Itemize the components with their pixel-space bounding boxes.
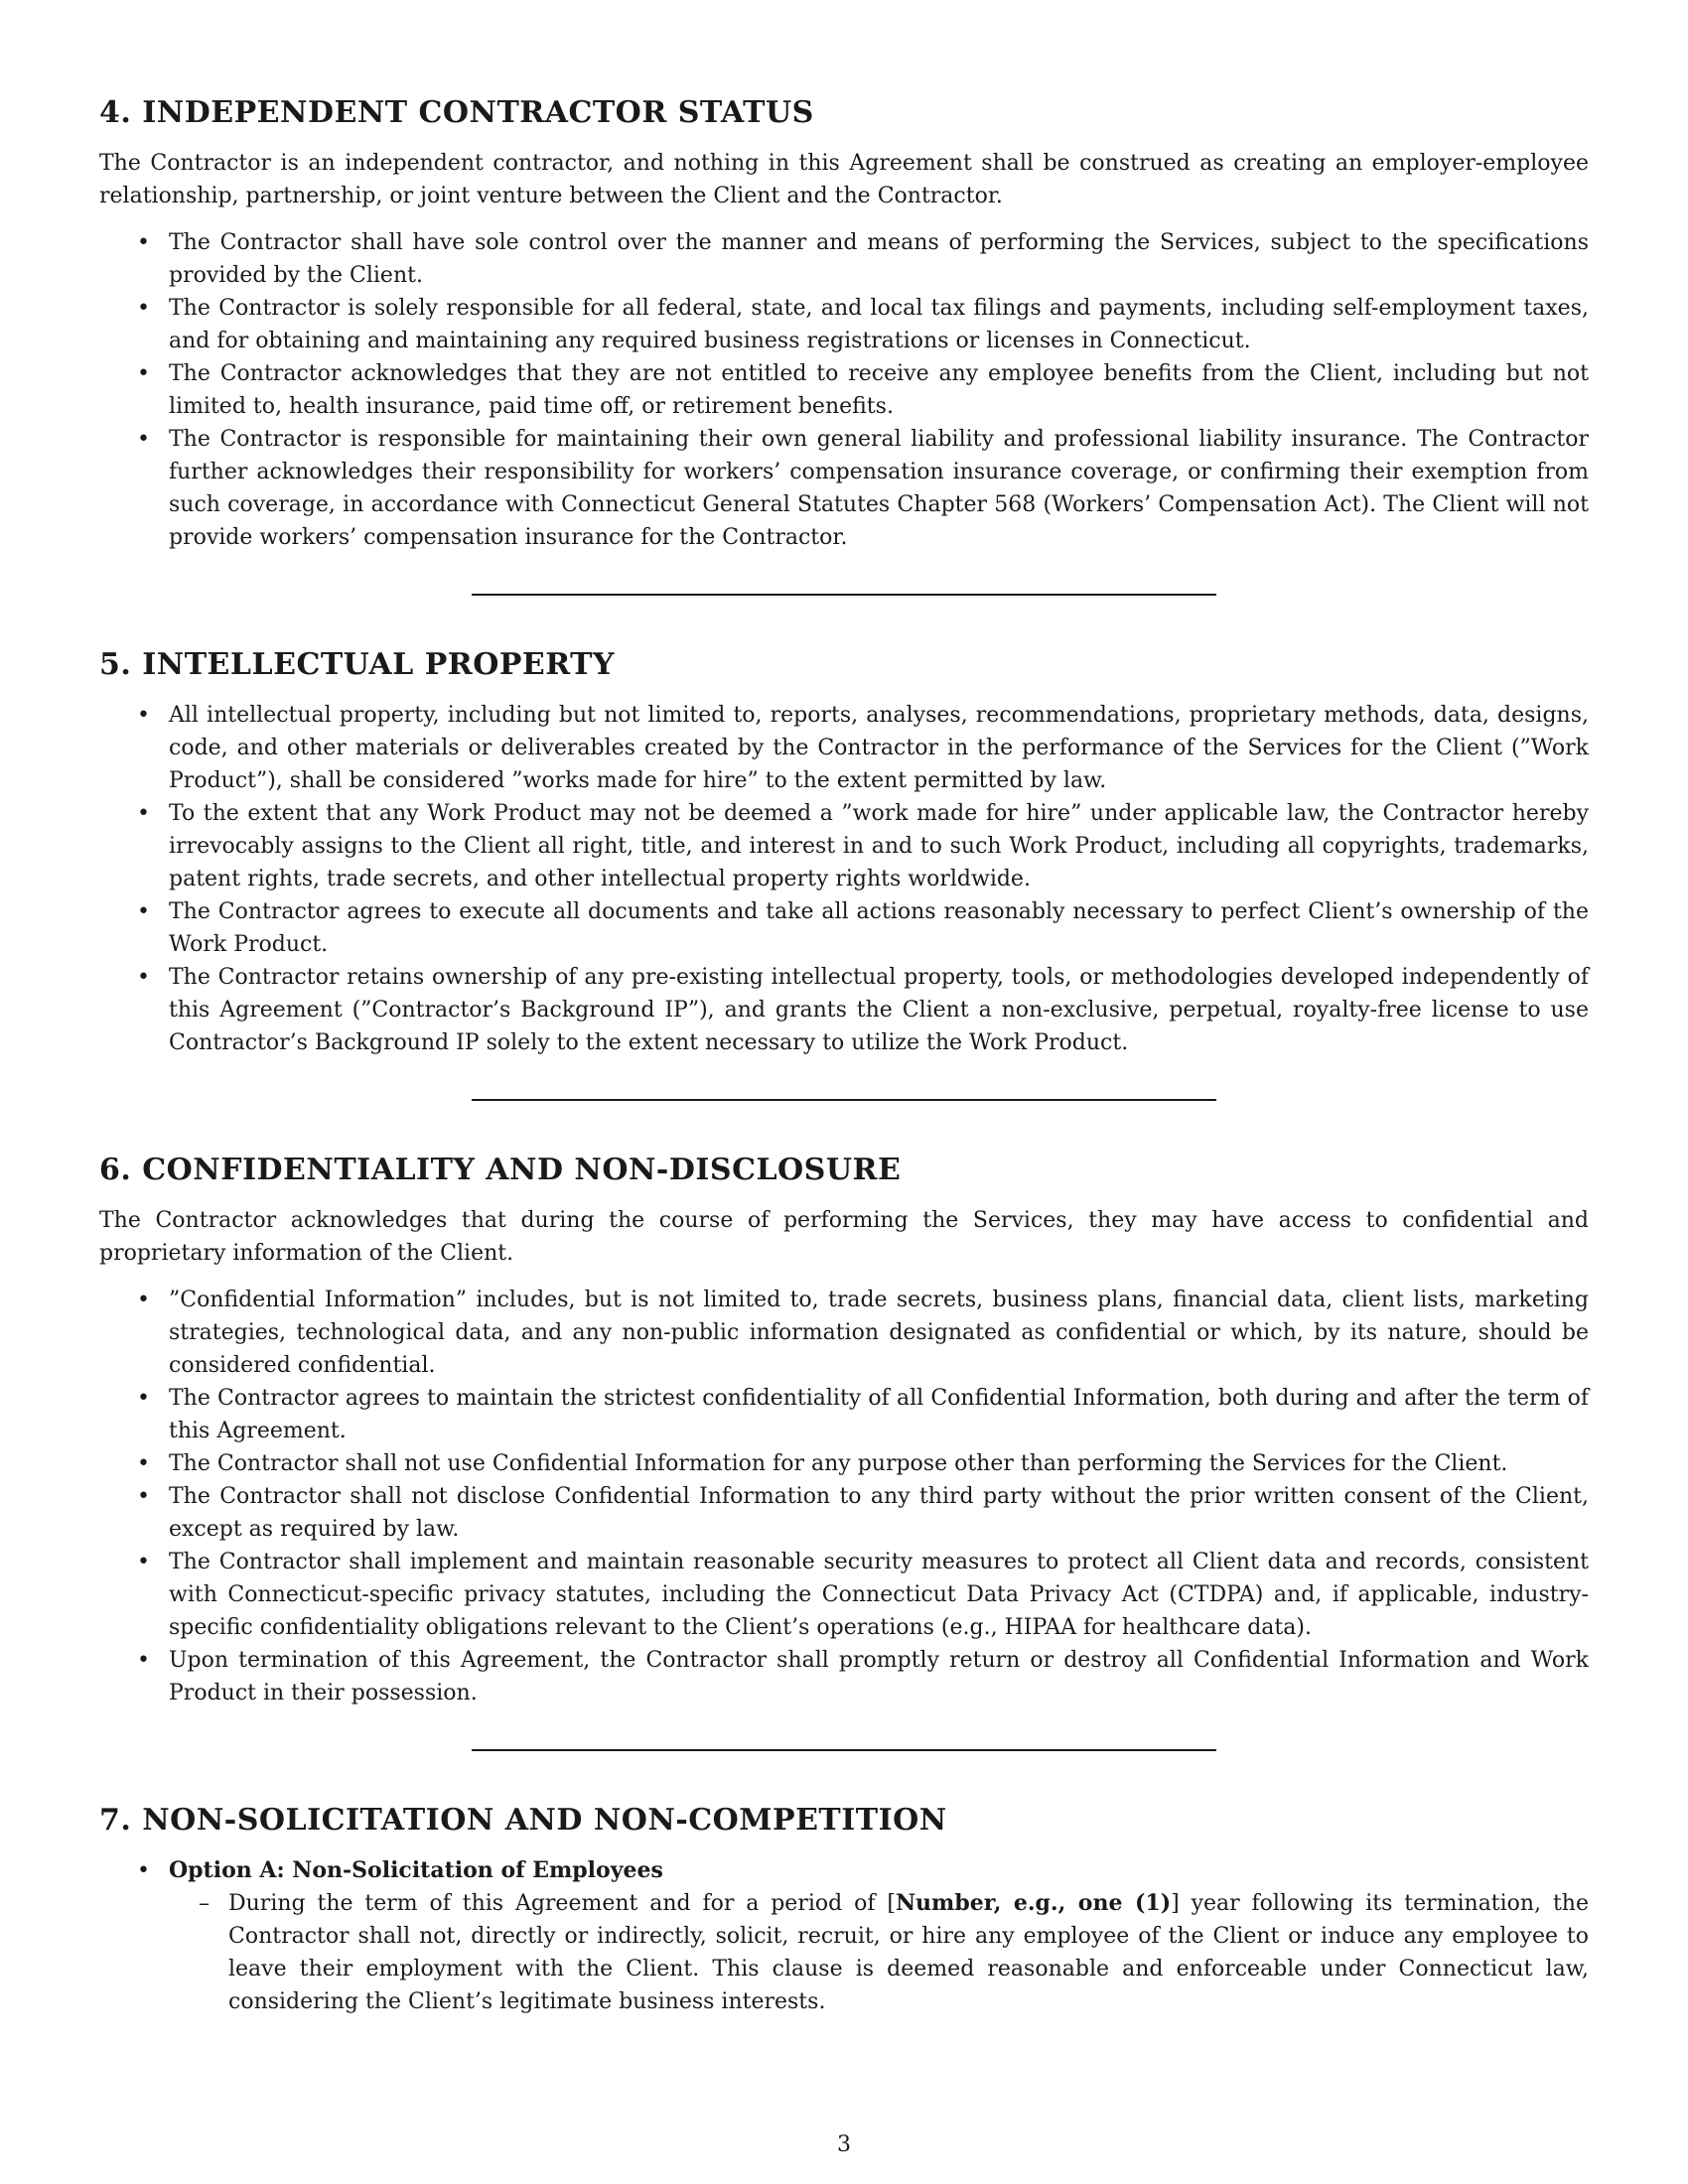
list-item: • All intellectual property, including but not limited to, reports, analyses, recommendations, proprietary methods, data, designs, code, and other materials or deliverables created by the Contractor in the performance of the Services for the Client (”Work Product”), shall be considered ”works made for hire” to the extent permitted by law. — [99, 699, 1589, 797]
list-item: • ”Confidential Information” includes, but is not limited to, trade secrets, business plans, financial data, client lists, marketing strategies, technological data, and any non-public information designated as confidential or which, by its nature, should be considered confidential. — [99, 1284, 1589, 1382]
clause-text: During the term of this Agreement and for a period of — [228, 1891, 888, 1916]
document-page — [99, 91, 1589, 2018]
list-item — [99, 1854, 1589, 2018]
section-heading: 4. INDEPENDENT CONTRACTOR STATUS — [99, 95, 814, 130]
list-item: • The Contractor shall not disclose Confidential Information to any third party without the prior written consent of the Client, except as required by law. — [99, 1480, 1589, 1546]
placeholder-number: Number, e.g., one (1) — [895, 1890, 1172, 1916]
clause-text: year following its termination, the Contractor shall not, directly or indirectly, solicit, recruit, or hire any employee of the Client or induce any employee to leave their employment with the Client. This clause is deemed reasonable and enforceable under Connecticut law, considering the Client’s legitimate business interests. — [228, 1891, 1589, 2014]
section-independent-contractor-status — [99, 91, 1589, 554]
list-item: • Upon termination of this Agreement, the Contractor shall promptly return or destroy all Confidential Information and Work Product in their possession. — [99, 1644, 1589, 1709]
list-item: • The Contractor agrees to maintain the strictest confidentiality of all Confidential Information, both during and after the term of this Agreement. — [99, 1382, 1589, 1447]
list-item: • The Contractor retains ownership of any pre-existing intellectual property, tools, or methodologies developed independently of this Agreement (”Contractor’s Background IP”), and grants the Client a non-exclusive, perpetual, royalty-free license to use Contractor’s Background IP solely to the extent necessary to utilize the Work Product. — [99, 961, 1589, 1059]
section-divider — [472, 1099, 1216, 1101]
bracket-open: [ — [887, 1891, 896, 1916]
bullet-list — [99, 1854, 1589, 2018]
list-item: • The Contractor shall implement and maintain reasonable security measures to protect all Client data and records, consistent with Connecticut-specific privacy statutes, including the Connecticut Data Privacy Act (CTDPA) and, if applicable, industry-specific confidentiality obligations relevant to the Client’s operations (e.g., HIPAA for healthcare data). — [99, 1546, 1589, 1644]
section-heading: 6. CONFIDENTIALITY AND NON-DISCLOSURE — [99, 1153, 902, 1187]
list-item: • The Contractor shall have sole control over the manner and means of performing the Services, subject to the specifications provided by the Client. — [99, 226, 1589, 292]
section-heading: 5. INTELLECTUAL PROPERTY — [99, 647, 615, 682]
list-item: • The Contractor is solely responsible for all federal, state, and local tax filings and payments, including self-employment taxes, and for obtaining and maintaining any required business registrations or licenses in Connecticut. — [99, 292, 1589, 357]
bullet-list — [99, 1284, 1589, 1709]
list-item: • The Contractor agrees to execute all documents and take all actions reasonably necessary to perfect Client’s ownership of the Work Product. — [99, 895, 1589, 961]
sub-list — [169, 1887, 1589, 2018]
section-heading: 7. NON-SOLICITATION AND NON-COMPETITION — [99, 1803, 947, 1838]
option-title: Option A: Non-Solicitation of Employees — [169, 1857, 663, 1883]
section-divider — [472, 594, 1216, 596]
section-intellectual-property — [99, 643, 1589, 1059]
section-divider — [472, 1749, 1216, 1751]
bracket-close: ] — [1171, 1891, 1180, 1916]
section-intro: The Contractor is an independent contractor, and nothing in this Agreement shall be construed as creating an employer-employee relationship, partnership, or joint venture between the Client and the Contractor. — [99, 151, 1589, 208]
sub-list-item — [169, 1887, 1589, 2018]
page-number: 3 — [837, 2132, 851, 2157]
section-confidentiality — [99, 1149, 1589, 1709]
list-item: • To the extent that any Work Product may not be deemed a ”work made for hire” under applicable law, the Contractor hereby irrevocably assigns to the Client all right, title, and interest in and to such Work Product, including all copyrights, trademarks, patent rights, trade secrets, and other intellectual property rights worldwide. — [99, 797, 1589, 895]
list-item: • The Contractor acknowledges that they are not entitled to receive any employee benefits from the Client, including but not limited to, health insurance, paid time off, or retirement benefits. — [99, 357, 1589, 423]
bullet-list — [99, 226, 1589, 554]
bullet-list — [99, 699, 1589, 1059]
list-item: • The Contractor shall not use Confidential Information for any purpose other than performing the Services for the Client. — [99, 1447, 1589, 1480]
list-item: • The Contractor is responsible for maintaining their own general liability and professional liability insurance. The Contractor further acknowledges their responsibility for workers’ compensation insurance coverage, or confirming their exemption from such coverage, in accordance with Connecticut General Statutes Chapter 568 (Workers’ Compensation Act). The Client will not provide workers’ compensation insurance for the Contractor. — [99, 423, 1589, 554]
section-non-solicitation — [99, 1799, 1589, 2018]
section-intro: The Contractor acknowledges that during the course of performing the Services, they may have access to confidential and proprietary information of the Client. — [99, 1208, 1589, 1266]
